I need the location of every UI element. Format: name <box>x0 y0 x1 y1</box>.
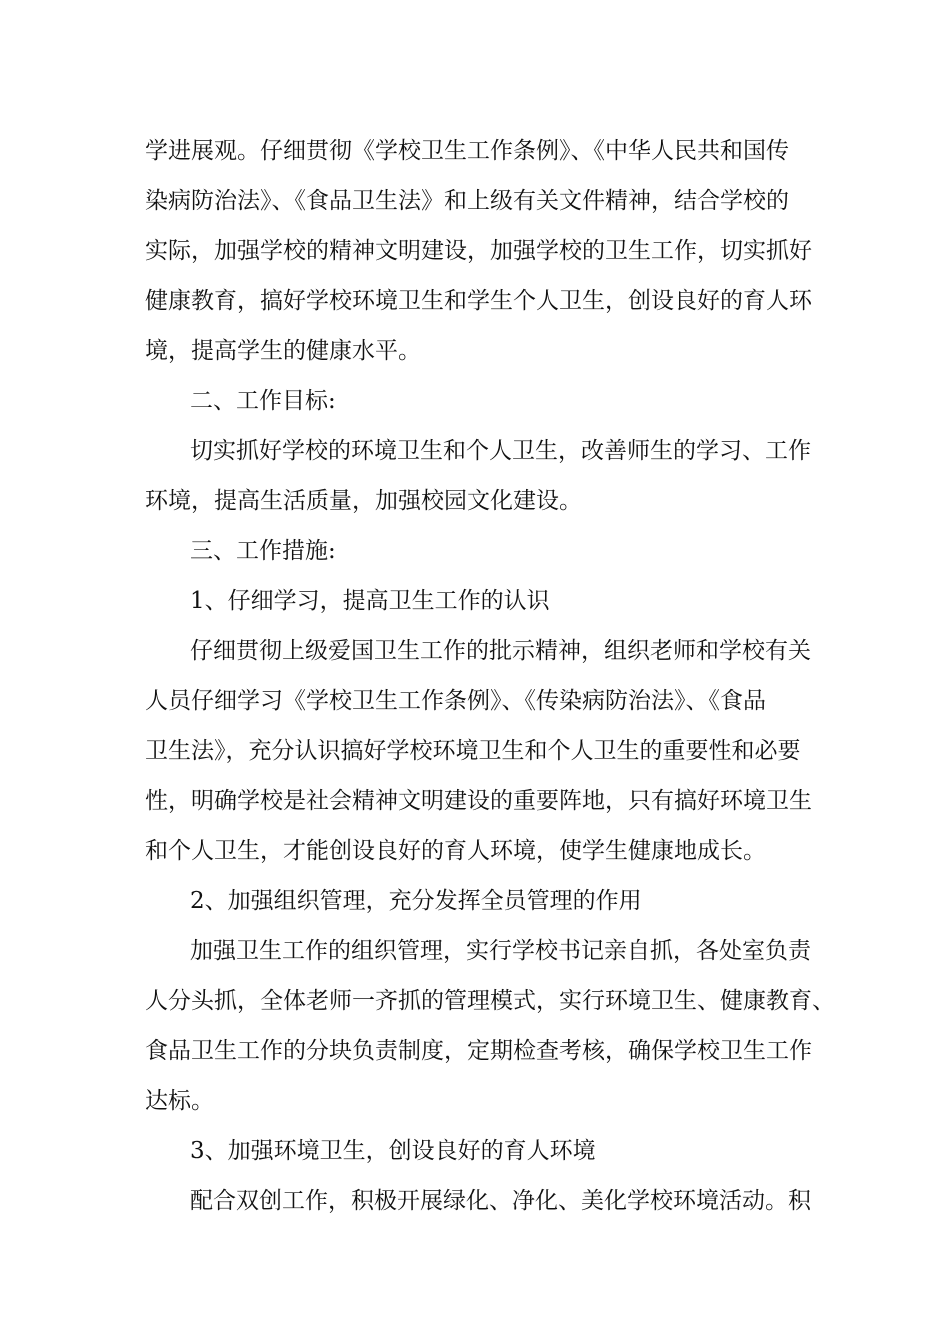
text-line: 仔细贯彻上级爱国卫生工作的批示精神，组织老师和学校有关 <box>190 638 811 664</box>
text-line: 人分头抓，全体老师一齐抓的管理模式，实行环境卫生、健康教育、 <box>145 988 835 1014</box>
section-heading: 二、工作目标: <box>190 388 336 414</box>
text-line: 切实抓好学校的环境卫生和个人卫生，改善师生的学习、工作 <box>190 438 811 464</box>
text-line: 环境，提高生活质量，加强校园文化建设。 <box>145 488 582 514</box>
subsection-heading: 2、加强组织管理，充分发挥全员管理的作用 <box>190 888 642 914</box>
text-line: 人员仔细学习《学校卫生工作条例》、《传染病防治法》、《食品 <box>145 688 766 714</box>
text-line: 配合双创工作，积极开展绿化、净化、美化学校环境活动。积 <box>190 1188 811 1214</box>
subsection-heading: 3、加强环境卫生，创设良好的育人环境 <box>190 1138 596 1164</box>
text-line: 和个人卫生，才能创设良好的育人环境，使学生健康地成长。 <box>145 838 766 864</box>
text-line: 境，提高学生的健康水平。 <box>145 338 421 364</box>
subsection-heading: 1、仔细学习，提高卫生工作的认识 <box>190 588 550 614</box>
text-line: 学进展观。仔细贯彻《学校卫生工作条例》、《中华人民共和国传 <box>145 138 789 164</box>
text-line: 加强卫生工作的组织管理，实行学校书记亲自抓，各处室负责 <box>190 938 811 964</box>
text-line: 性，明确学校是社会精神文明建设的重要阵地，只有搞好环境卫生 <box>145 788 812 814</box>
section-heading: 三、工作措施: <box>190 538 336 564</box>
text-line: 染病防治法》、《食品卫生法》和上级有关文件精神，结合学校的 <box>145 188 789 214</box>
text-line: 卫生法》，充分认识搞好学校环境卫生和个人卫生的重要性和必要 <box>145 738 801 764</box>
text-line: 食品卫生工作的分块负责制度，定期检查考核，确保学校卫生工作 <box>145 1038 812 1064</box>
text-line: 健康教育，搞好学校环境卫生和学生个人卫生，创设良好的育人环 <box>145 288 812 314</box>
text-line: 实际，加强学校的精神文明建设，加强学校的卫生工作，切实抓好 <box>145 238 812 264</box>
text-line: 达标。 <box>145 1088 214 1114</box>
